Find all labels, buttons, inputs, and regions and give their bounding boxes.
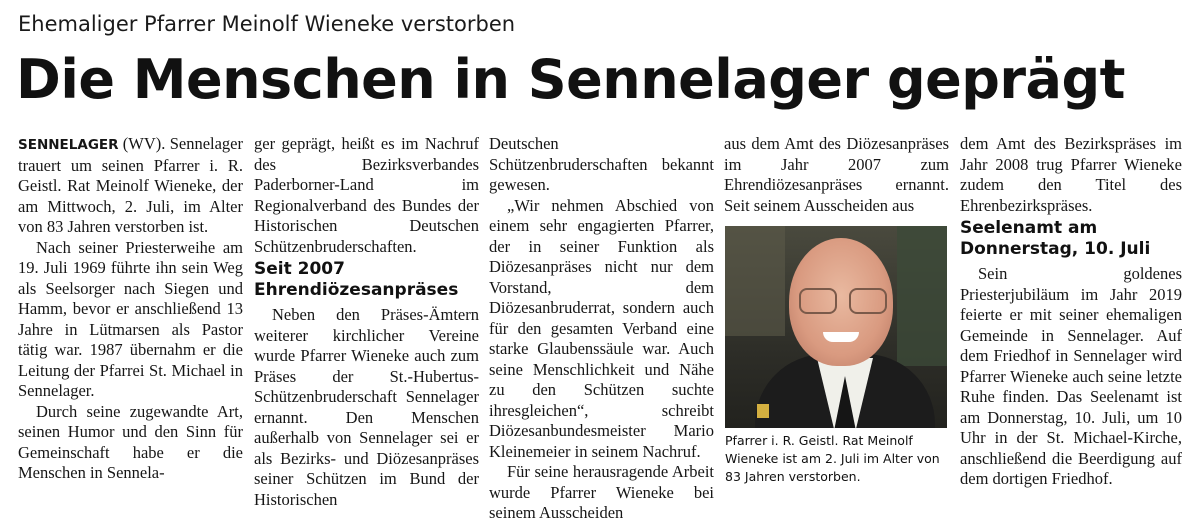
paragraph: Nach seiner Priesterweihe am 19. Juli 1969 führte ihn sein Weg als Seelsorger nach Siegen und Hamm, bevor er anschließend 13 Jahre in Lütmarsen als Pastor tätig war. 1987 übernahm er die Leitung der Pfarrei St. Michael in Sennelager. <box>18 237 243 400</box>
paragraph: Für seine herausragende Arbeit wurde Pfarrer Wieneke bei seinem Ausscheiden <box>489 462 714 522</box>
paragraph: aus dem Amt des Diözesanpräses im Jahr 2007 zum Ehrendiözesanpräses ernannt. Seit seinem Ausscheiden aus <box>724 134 949 215</box>
subheading: Seelenamt am Donnerstag, 10. Juli <box>960 218 1151 259</box>
subheading: Seit 2007 Ehrendiözesanpräses <box>254 259 459 300</box>
photo-caption: Pfarrer i. R. Geistl. Rat Meinolf Wieneke ist am 2. Juli im Alter von 83 Jahren verstorben. <box>725 433 940 484</box>
portrait-photo <box>725 226 947 428</box>
paragraph: Neben den Präses-Ämtern weiterer kirchlicher Vereine wurde Pfarrer Wieneke auch zum Präses der St.-Hubertus-Schützenbruderschaft Sennelager ernannt. Den Menschen außerhalb von Sennelager sei er als Bezirks- und Diözesanpräses seiner Schützen im Bund der Historischen <box>254 305 479 509</box>
text-column-1 <box>18 134 243 484</box>
paragraph: (WV). Sennelager trauert um seinen Pfarrer i. R. Geistl. Rat Meinolf Wieneke, der am Mittwoch, 2. Juli, im Alter von 83 Jahren verstorben ist. <box>18 134 243 236</box>
text-column-3 <box>489 134 714 524</box>
paragraph: „Wir nehmen Abschied von einem sehr engagierten Pfarrer, der in seiner Funktion als Diözesanpräses nicht nur dem Vorstand, dem Diözesanbruderrat, sondern auch für den gesamten Verband eine starke Glaubenssäule war. Auch seine Menschlichkeit und Nähe zu den Schützen suchte ihresgleichen“, schreibt Diözesanbundesmeister Mario Kleinemeier in seinem Nachruf. <box>489 195 714 461</box>
text-column-2 <box>254 134 479 510</box>
paragraph: dem Amt des Bezirkspräses im Jahr 2008 trug Pfarrer Wieneke zudem den Titel des Ehrenbezirkspräses. <box>960 134 1182 215</box>
paragraph: Deutschen Schützenbruderschaften bekannt gewesen. <box>489 134 714 194</box>
dateline: SENNELAGER <box>18 137 119 153</box>
paragraph: Durch seine zugewandte Art, seinen Humor und den Sinn für Gemeinschaft habe er die Menschen in Sennela- <box>18 401 243 482</box>
text-column-4 <box>724 134 949 216</box>
paragraph: Sein goldenes Priesterjubiläum im Jahr 2019 feierte er mit seiner ehemaligen Gemeinde in Sennelager. Auf dem Friedhof in Sennelager wird Pfarrer Wieneke auch seine letzte Ruhe finden. Das Seelenamt ist am Donnerstag, 10. Juli, um 10 Uhr in der St. Michael-Kirche, anschließend die Beerdigung auf dem dortigen Friedhof. <box>960 264 1182 488</box>
article-headline: Die Menschen in Sennelager geprägt <box>16 48 1125 111</box>
article-kicker: Ehemaliger Pfarrer Meinolf Wieneke verstorben <box>18 12 516 36</box>
paragraph: ger geprägt, heißt es im Nachruf des Bezirksverbandes Paderborner-Land im Regionalverband des Bundes der Historischen Deutschen Schützenbruderschaften. <box>254 134 479 256</box>
text-column-5 <box>960 134 1182 490</box>
